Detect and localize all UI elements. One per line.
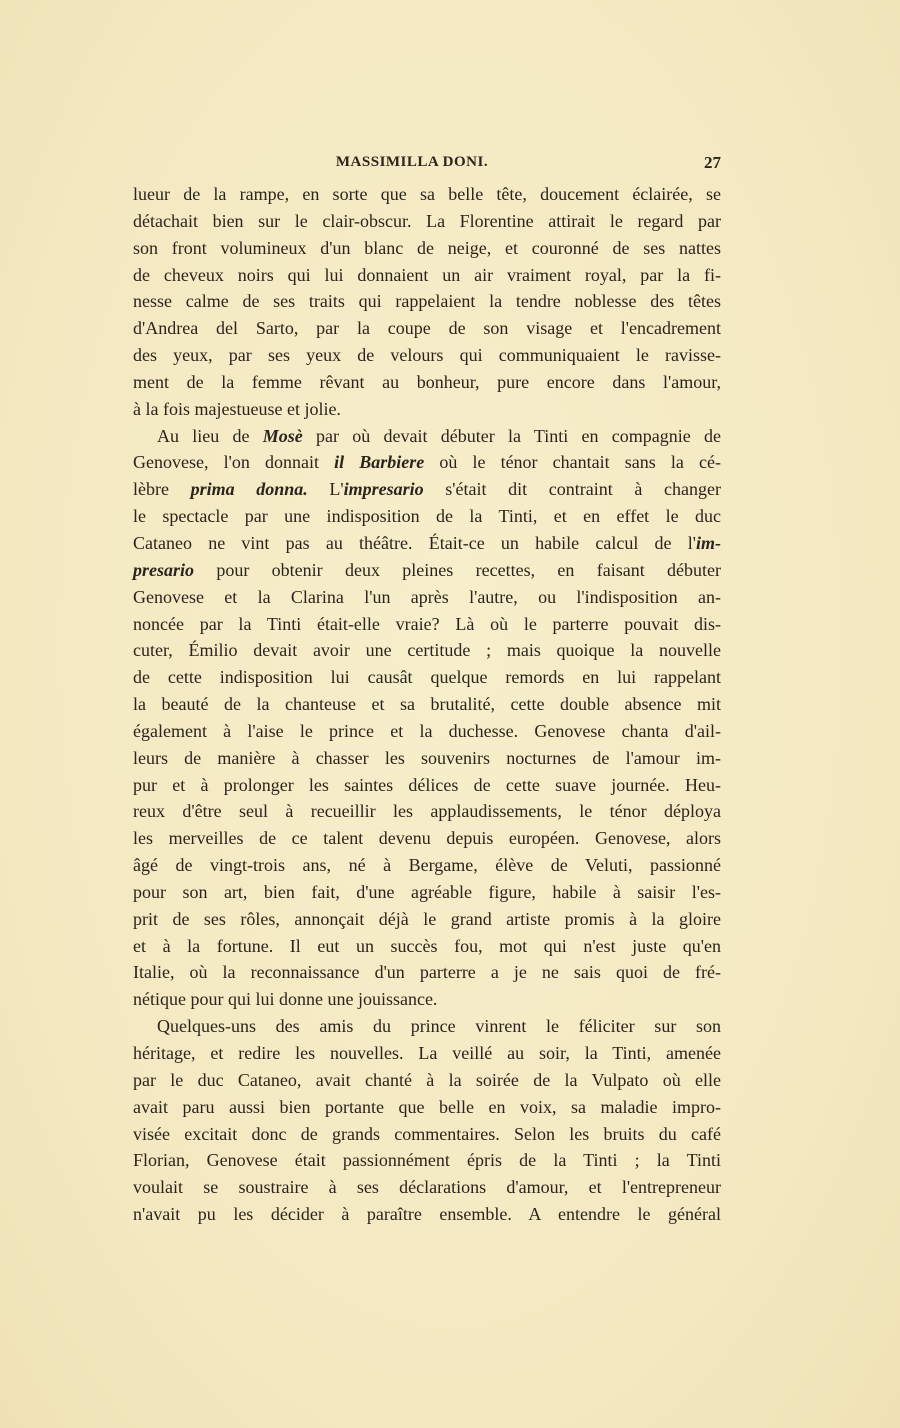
text-run: la beauté de la chanteuse et sa brutalité, cette double absence mit xyxy=(133,694,721,715)
text-line-content xyxy=(133,718,721,745)
text-line-content xyxy=(133,798,721,825)
text-run: héritage, et redire les nouvelles. La veillé au soir, la Tinti, amenée xyxy=(133,1043,721,1063)
text-run: et à la fortune. Il eut un succès fou, mot qui n'est juste qu'en xyxy=(133,935,721,956)
text-line xyxy=(133,1094,721,1121)
text-line-content xyxy=(133,906,721,933)
text-run: pour son art, bien fait, d'une agréable figure, habile à saisir l'es- xyxy=(133,881,721,902)
text-line xyxy=(133,772,721,799)
text-line-content xyxy=(133,933,721,960)
text-line xyxy=(133,1040,721,1067)
text-run: Au lieu de xyxy=(157,425,263,446)
text-run: prit de ses rôles, annonçait déjà le grand artiste promis à la gloire xyxy=(133,908,721,929)
text-run: Genovese et la Clarina l'un après l'autre, ou l'indisposition an- xyxy=(133,586,721,607)
text-line-content xyxy=(133,745,721,772)
text-run: par où devait débuter la Tinti en compagnie de xyxy=(302,425,722,446)
text-line xyxy=(133,959,721,986)
text-run: où le ténor chantait sans la cé- xyxy=(424,452,721,473)
italic-text-run: prima donna. xyxy=(190,479,308,500)
text-run: Florian, Genovese était passionnément épris de la Tinti ; la Tinti xyxy=(133,1150,721,1171)
text-line-content xyxy=(133,1201,721,1228)
text-line-content xyxy=(133,557,721,584)
text-line xyxy=(133,557,721,584)
text-line xyxy=(133,449,721,476)
text-run: des yeux, par ses yeux de velours qui communiquaient le ravisse- xyxy=(133,345,721,366)
text-line xyxy=(133,262,721,289)
text-line xyxy=(133,1174,721,1201)
text-run: nesse calme de ses traits qui rappelaient la tendre noblesse des têtes xyxy=(133,291,721,312)
text-line-content xyxy=(133,396,721,423)
text-run: noncée par la Tinti était-elle vraie? Là où le parterre pouvait dis- xyxy=(133,613,721,634)
text-line-content xyxy=(133,852,721,879)
text-line-content xyxy=(133,1040,721,1067)
text-line xyxy=(133,906,721,933)
text-line-content xyxy=(133,772,721,799)
italic-text-run: im- xyxy=(696,532,721,553)
text-line-content xyxy=(133,342,721,369)
text-line xyxy=(133,476,721,503)
italic-text-run: Mosè xyxy=(262,425,303,446)
text-line xyxy=(133,879,721,906)
running-title: MASSIMILLA DONI. xyxy=(335,154,489,170)
text-line-content xyxy=(133,879,721,906)
text-line-content xyxy=(133,181,721,208)
text-line xyxy=(133,369,721,396)
text-run: avait paru aussi bien portante que belle en voix, sa maladie impro- xyxy=(133,1096,721,1117)
text-run: Quelques-uns des amis du prince vinrent le féliciter sur son xyxy=(157,1016,721,1037)
text-line xyxy=(133,691,721,718)
italic-text-run: impresario xyxy=(343,479,424,500)
text-line-content xyxy=(133,1094,721,1121)
page-number: 27 xyxy=(704,153,721,172)
text-line-content xyxy=(133,825,721,852)
text-line xyxy=(133,315,721,342)
text-run: reux d'être seul à recueillir les applaudissements, le ténor déploya xyxy=(133,801,721,822)
text-line xyxy=(133,1067,721,1094)
text-line xyxy=(133,288,721,315)
text-line xyxy=(133,986,721,1013)
body-text xyxy=(133,181,721,1228)
text-run: pur et à prolonger les saintes délices de cette suave journée. Heu- xyxy=(133,774,721,795)
text-line-content xyxy=(133,476,721,503)
text-line-content xyxy=(133,959,721,986)
text-line-content xyxy=(133,1174,721,1201)
text-line xyxy=(133,530,721,557)
text-run: de cette indisposition lui causât quelque remords en lui rappelant xyxy=(133,667,721,688)
text-line-content xyxy=(133,637,721,664)
text-line xyxy=(133,1121,721,1148)
text-run: Cataneo ne vint pas au théâtre. Était-ce un habile calcul de l' xyxy=(133,532,696,553)
text-run: cuter, Émilio devait avoir une certitude ; mais quoique la nouvelle xyxy=(133,640,721,661)
text-line-content xyxy=(157,423,721,450)
text-line-content xyxy=(133,369,721,396)
text-run: âgé de vingt-trois ans, né à Bergame, élève de Veluti, passionné xyxy=(133,855,721,876)
text-run: le spectacle par une indisposition de la Tinti, et en effet le duc xyxy=(133,506,721,527)
text-line xyxy=(133,825,721,852)
text-run: par le duc Cataneo, avait chanté à la soirée de la Vulpato où elle xyxy=(133,1069,721,1090)
italic-text-run: il Barbiere xyxy=(334,452,425,473)
text-run: d'Andrea del Sarto, par la coupe de son visage et l'encadrement xyxy=(133,318,721,339)
text-line xyxy=(133,1013,721,1040)
text-run: les merveilles de ce talent devenu depuis européen. Genovese, alors xyxy=(133,828,721,849)
text-line-content xyxy=(133,503,721,530)
text-run: de cheveux noirs qui lui donnaient un air vraiment royal, par la fi- xyxy=(133,264,721,285)
text-line-content xyxy=(133,235,721,262)
text-run: à la fois majestueuse et jolie. xyxy=(133,398,341,419)
text-run: visée excitait donc de grands commentaires. Selon les bruits du café xyxy=(133,1123,721,1144)
text-line-content xyxy=(133,1147,721,1174)
text-line-content xyxy=(133,530,721,557)
text-run: lueur de la rampe, en sorte que sa belle tête, doucement éclairée, se xyxy=(133,184,721,204)
text-line xyxy=(133,503,721,530)
text-line xyxy=(133,611,721,638)
text-run: lèbre xyxy=(133,479,191,500)
text-line-content xyxy=(133,288,721,315)
text-line-content xyxy=(133,315,721,342)
text-line xyxy=(133,208,721,235)
text-line xyxy=(133,637,721,664)
text-line xyxy=(133,396,721,423)
italic-text-run: presario xyxy=(133,559,195,580)
text-line xyxy=(133,181,721,208)
text-line-content xyxy=(133,208,721,235)
text-run: son front volumineux d'un blanc de neige, et couronné de ses nattes xyxy=(133,237,721,258)
text-line-content xyxy=(133,1067,721,1094)
text-line xyxy=(133,933,721,960)
text-line-content xyxy=(133,584,721,611)
text-line xyxy=(133,235,721,262)
text-line xyxy=(133,718,721,745)
text-line-content xyxy=(133,664,721,691)
text-line xyxy=(133,1201,721,1228)
text-line xyxy=(133,852,721,879)
text-line-content xyxy=(133,262,721,289)
text-run: s'était dit contraint à changer xyxy=(423,479,721,500)
text-run: Genovese, l'on donnait xyxy=(133,452,335,473)
text-run: L' xyxy=(307,479,344,500)
text-line xyxy=(133,1147,721,1174)
text-line xyxy=(133,423,721,450)
text-run: nétique pour qui lui donne une jouissance. xyxy=(133,989,438,1010)
text-run: n'avait pu les décider à paraître ensemble. A entendre le général xyxy=(133,1204,721,1225)
page-header xyxy=(133,154,721,178)
text-line xyxy=(133,664,721,691)
text-line-content xyxy=(133,691,721,718)
text-line-content xyxy=(133,611,721,638)
text-run: Italie, où la reconnaissance d'un parterre a je ne sais quoi de fré- xyxy=(133,962,721,983)
text-run: également à l'aise le prince et la duchesse. Genovese chanta d'ail- xyxy=(133,720,721,741)
text-line xyxy=(133,798,721,825)
text-line-content xyxy=(133,986,721,1013)
text-line-content xyxy=(157,1013,721,1040)
text-line xyxy=(133,584,721,611)
text-line-content xyxy=(133,449,721,476)
text-line-content xyxy=(133,1121,721,1148)
text-line xyxy=(133,745,721,772)
text-run: pour obtenir deux pleines recettes, en faisant débuter xyxy=(194,559,721,580)
text-line xyxy=(133,342,721,369)
text-run: voulait se soustraire à ses déclarations d'amour, et l'entrepreneur xyxy=(133,1177,721,1198)
text-run: leurs de manière à chasser les souvenirs nocturnes de l'amour im- xyxy=(133,747,721,768)
text-run: ment de la femme rêvant au bonheur, pure encore dans l'amour, xyxy=(133,371,721,392)
text-run: détachait bien sur le clair-obscur. La Florentine attirait le regard par xyxy=(133,210,721,231)
